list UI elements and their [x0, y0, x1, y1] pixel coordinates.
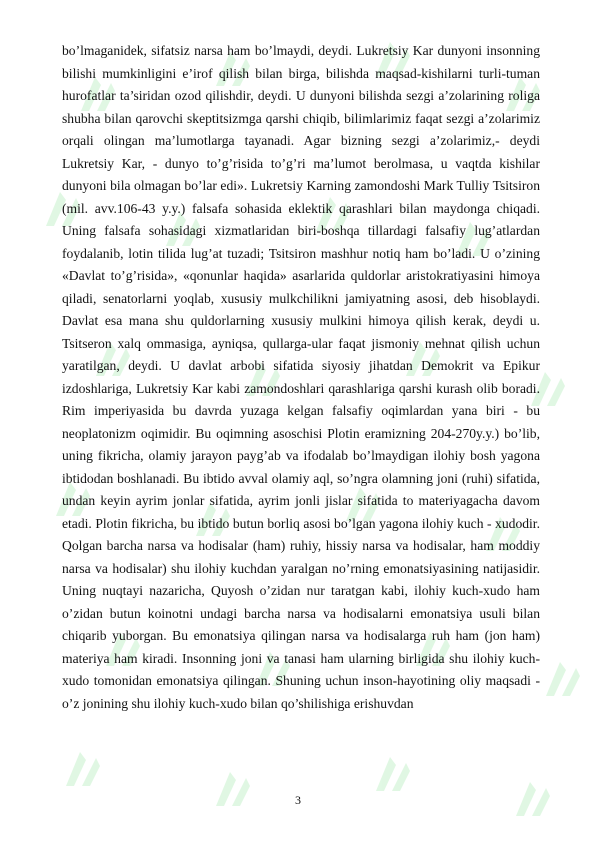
document-body-text: bo’lmaganidek, sifatsiz narsa ham bo’lmaydi, deydi. Lukretsiy Kar dunyoni insonning bilishi mumkinligini e’irof qilish bilan birga, bilishda maqsad-kishilarni turli-tuman hurofatlar ta’siridan ozod qilishdir, deydi. U dunyoni bilishda sezgi a’zolarining roliga shubha bilan qarovchi skeptitsizmga qarshi chiqib, bilimlarimiz faqat sezgi a’zolarimiz orqali olingan ma’lumotlarga tayanadi. Agar bizning sezgi a’zolarimiz,- deydi Lukretsiy Kar, - dunyo to’g’risida to’g’ri ma’lumot berolmasa, u vaqtda kishilar dunyoni bila olmagan bo’lar edi». Lukretsiy Karning zamondoshi Mark Tulliy Tsitsiron (mil. avv.106-43 y.y.) falsafa sohasida eklektik qarashlari bilan maydonga chiqadi. Uning falsafa sohasidagi xizmatlaridan biri-boshqa tillardagi falsafiy lug’atlardan foydalanib, lotin tilida lug’at tuzadi; Tsitsiron mashhur notiq ham bo’ladi. U o’zining «Davlat to’g’risida», «qonunlar haqida» asarlarida quldorlar aristokratiyasini himoya qiladi, senatorlarni yoqlab, xususiy mulkchilikni jamiyatning asosi, deb hisoblaydi. Davlat esa mana shu quldorlarning xususiy mulkini himoya qilish kerak, deydi u. Tsitseron xalq ommasiga, ayniqsa, qullarga-ular faqat jismoniy mehnat qilish uchun yaratilgan, deydi. U davlat arbobi sifatida siyosiy jihatdan Demokrit va Epikur izdoshlariga, Lukretsiy Kar kabi zamondoshlari qarashlariga qarshi kurash olib boradi. Rim imperiyasida bu davrda yuzaga kelgan falsafiy oqimlardan yana biri - bu neoplatonizm oqimidir. Bu oqimning asoschisi Plotin eramizning 204-270y.y.) bo’lib, uning fikricha, olamiy jarayon payg’ab va ifodalab bo’lmaydigan ilohiy bosh yagona ibtidodan boshlanadi. Bu ibtido avval olamiy aql, so’ngra olamning joni (ruhi) sifatida, undan keyin ayrim jonlar sifatida, ayrim jonli jislar sifatida to materiyagacha davom etadi. Plotin fikricha, bu ibtido butun borliq asosi bo’lgan yagona ilohiy kuch - xudodir. Qolgan barcha narsa va hodisalar (ham) ruhiy, hissiy narsa va hodisalar, ham moddiy narsa va hodisalar) shu ilohiy kuchdan yaralgan no’rning emonatsiyasining natijasidir. Uning nuqtayi nazaricha, Quyosh o’zidan nur taratgan kabi, ilohiy kuch-xudo ham o’zidan butun koinotni undagi barcha narsa va hodisalarni emonatsiya usuli bilan chiqarib yuborgan. Bu emonatsiya qilingan narsa va hodisalarga ruh ham (jon ham) materiya ham kiradi. Insonning joni va tanasi ham ularning birligida shu ilohiy kuch-xudo tomonidan emonatsiya qilingan. Shuning uchun inson-hayotining oliy maqsadi - o’z jonining shu ilohiy kuch-xudo bilan qo’shilishiga erishuvdan	[62, 43, 540, 711]
watermark-mark	[66, 752, 100, 786]
watermark-mark	[376, 757, 410, 791]
page-number: 3	[295, 793, 301, 807]
watermark-mark	[546, 662, 580, 696]
